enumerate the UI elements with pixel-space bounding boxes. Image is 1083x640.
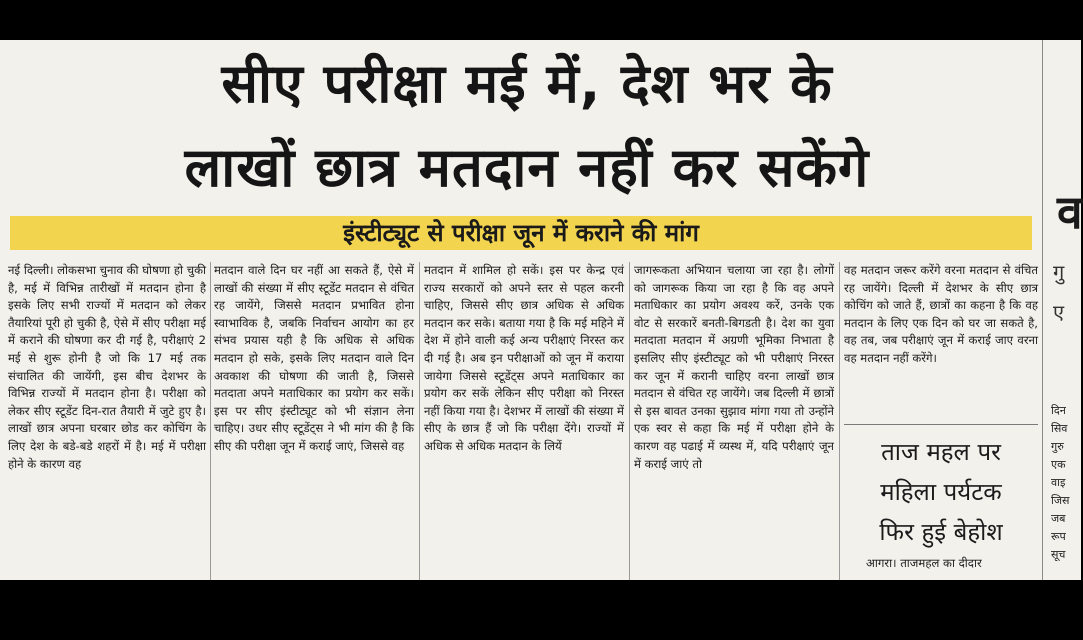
article-column-3: मतदान में शामिल हो सकें। इस पर केन्द्र एवं राज्य सरकारों को अपने स्तर से पहल करनी चाहिए, जिससे सीए छात्र अधिक से अधिक मतदान कर सके। बताया गया है कि मई महिने में देश में होने वाली कई अन्य परीक्षाएं निरस्त कर दी गई है। अब इन परीक्षाओं को जून में कराया जायेगा जिससे स्टूडेंट्स अपने मताधिकार का प्रयोग कर सकें लेकिन सीए परीक्षा को निरस्त नहीं किया गया है। देशभर में लाखों की संख्या में सीए के छात्र हैं जो कि परीक्षा देंगे। राज्यों में अधिक से अधिक मतदान के लियें [424,263,624,453]
side-story-text: आगरा। ताजमहल का दीदार [866,556,982,570]
edge-fragment-small: दिन [1051,404,1066,417]
edge-fragment-small: एक [1051,458,1066,471]
headline-line-2: लाखों छात्र मतदान नहीं कर सकेंगे [184,136,870,199]
edge-fragment-small: सूच [1051,548,1066,561]
edge-fragment-small: वाइ [1051,476,1066,489]
side-headline-line-3: फिर हुई बेहोश [879,518,1003,546]
headline-line-1: सीए परीक्षा मई में, देश भर के [221,52,833,115]
subheadline-banner: इंस्टीट्यूट से परीक्षा जून में कराने की मांग [10,216,1032,250]
edge-fragment-small: जब [1051,512,1066,525]
column-divider [839,262,840,580]
column-divider [210,262,211,580]
edge-fragment-small: गुरु [1051,440,1064,453]
side-headline-line-1: ताज महल पर [881,438,1001,466]
edge-fragment-big: व [1057,185,1083,239]
story-divider [844,424,1038,425]
column-divider [419,262,420,580]
edge-fragment-small: रूप [1051,530,1066,543]
column-divider [629,262,630,580]
side-headline-line-2: महिला पर्यटक [880,478,1002,506]
article-column-2: मतदान वाले दिन घर नहीं आ सकते हैं, ऐसे में लाखों की संख्या में सीए स्टूडेंट मतदान से वंचित रह जायेंगे, जिससे मतदान प्रभावित होना स्वाभाविक है, जबकि निर्वाचन आयोग का हर संभव प्रयास यही है कि अधिक से अधिक मतदान हो सके, इसके लिए मतदान वाले दिन अवकाश की घोषणा की जाती है, जिससे मतदाता अपने मताधिकार का प्रयोग कर सकें। इस पर सीए इंस्टीट्यूट को भी संज्ञान लेना चाहिए। उधर सीए स्टूडेंट्स ने भी मांग की है कि सीए की परीक्षा जून में कराई जाएं, जिससे वह [214,263,414,453]
article-column-5: वह मतदान जरूर करेंगे वरना मतदान से वंचित रह जायेंगे। दिल्ली में देशभर के सीए छात्र कोचिंग को जाते हैं, छात्रों का कहना है कि वह मतदान के लिए एक दिन को घर जा सकते है, वह तब, जब परीक्षाएं जून में कराई जाए वरना वह मतदान नहीं करेंगे। [844,263,1038,365]
article-column-4: जागरूकता अभियान चलाया जा रहा है। लोगों को जागरूक किया जा रहा है कि वह अपने मताधिकार का प्रयोग अवश्य करें, उनके एक वोट से सरकारें बनती-बिगडती है। देश का युवा मतदाता मतदान में अग्रणी भूमिका निभाता है इसलिए सीए इंस्टीट्यूट को भी परीक्षाएं निरस्त कर जून में करानी चाहिए वरना लाखों छात्र मतदान से वंचित रह जायेंगे। जब दिल्ली में छात्रों से इस बावत उनका सुझाव मांगा गया तो उन्होंने एक स्वर से कहा कि मई में परीक्षा होने के कारण वह पढाई में व्यस्थ में, यदि परीक्षाएं जून में कराई जाएं तो [634,263,834,471]
edge-fragment-small: जिस [1051,494,1070,507]
article-column-1: नई दिल्ली। लोकसभा चुनाव की घोषणा हो चुकी है, मई में विभिन्न तारीखों में मतदान होना है इसके लिए सभी राज्यों में मतदान को लेकर तैयारियां पूरी हो चुकी है, ऐसे में सीए परीक्षा मई में कराने की घोषणा कर दी गई है, परीक्षाएं 2 मई से शुरू होनी है जो कि 17 मई तक संचालित की जायेंगी, इस बीच देशभर के विभिन्न राज्यों में मतदान होना है। परीक्षा को लेकर सीए स्टूडेंट दिन-रात तैयारी में जुटे हुए है। लाखों छात्र अपना घरबार छोड कर कोचिंग के लिए देश के बडे-बडे शहरों में है। मई में परीक्षा होने के कारण वह [8,263,206,471]
edge-fragment-small: सिव [1051,422,1068,435]
edge-fragment-medium: ए [1053,300,1065,324]
edge-fragment-medium: गु [1053,260,1065,284]
adjacent-column-fragment [1042,40,1081,580]
newspaper-clipping [0,40,1083,580]
side-story-headline [846,432,1036,552]
